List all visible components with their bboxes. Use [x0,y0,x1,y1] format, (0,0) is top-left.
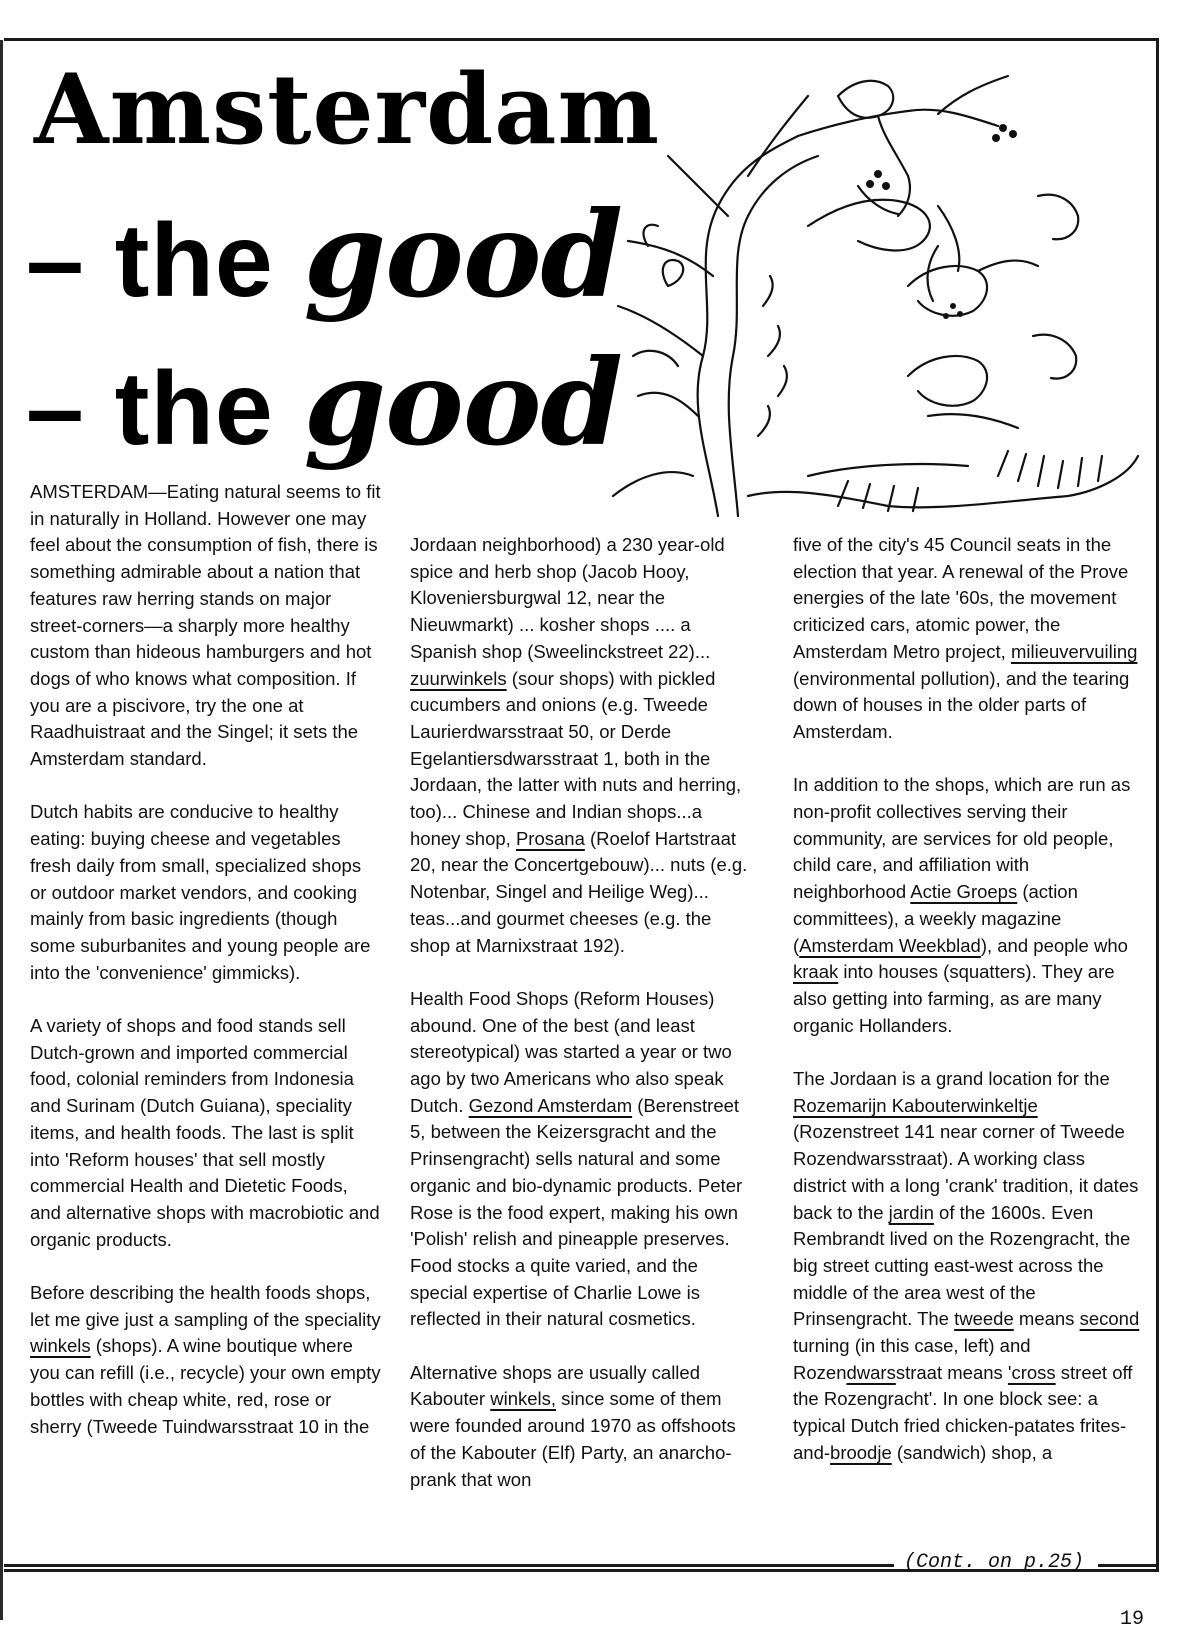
text-run: Health Food Shops (Reform Houses) abound. One of the best (and least stereotypical) was started a year or two ago by two Americans who also speak Dutch. [410,987,732,1116]
bottom-rule [4,1564,894,1567]
paragraph: A variety of shops and food stands sell Dutch-grown and imported commercial food, colonial reminders from Indonesia and Surinam (Dutch Guiana), speciality items, and health foods. The last is split into 'Reform houses' that sell mostly commercial Health and Dietetic Foods, and alternative shops with macrobiotic and organic products. [30,1015,380,1250]
headline-prefix: – the [26,351,274,467]
paragraph [793,772,1143,1039]
text-run: (environmental pollution), and the tearing down of houses in the older parts of Amsterdam. [793,667,1130,742]
text-run: since some of them were founded around 1970 as offshoots of the Kabouter (Elf) Party, an anarcho-prank that won [410,1388,736,1490]
tree-children-illustration [608,56,1140,526]
text-run: ), and people who [980,934,1128,956]
paragraph [410,986,755,1333]
text-run: turning (in this case, left) and Rozen [793,1335,1031,1383]
underlined-term: dwars [846,1361,896,1383]
paragraph [793,1066,1143,1467]
headline-good-word: good [303,333,623,472]
paragraph: AMSTERDAM—Eating natural seems to fit in naturally in Holland. However one may feel about the consumption of fish, there is something admirable about a nation that features raw herring stands on major street-corners—a sharply more healthy custom than hideous hamburgers and hot dogs of who knows what composition. If you are a piscivore, try the one at Raadhuistraat and the Singel; it sets the Amsterdam standard. [30,481,381,770]
article-column-2 [410,532,755,1493]
headline-amsterdam: Amsterdam [34,53,661,166]
headline-prefix: – the [26,203,274,319]
underlined-term: zuurwinkels [410,667,507,689]
page-number: 19 [1120,1608,1145,1631]
underlined-term: Rozemarijn Kabouterwinkeltje [793,1094,1038,1116]
text-run: of the 1600s. Even Rembrandt lived on the Rozengracht, the big street cutting east-west across the middle of the area west of the Prinsengracht. The [793,1201,1131,1330]
underlined-term: second [1079,1308,1140,1330]
text-run: street off the Rozengracht'. In one block see: a typical Dutch fried chicken-patates frites-and- [793,1361,1133,1463]
text-run: (shops). A wine boutique where you can refill (i.e., recycle) your own empty bottles with cheap white, red, rose or sherry (Tweede Tuindwarsstraat 10 in the [30,1335,381,1437]
paragraph: Dutch habits are conducive to healthy eating: buying cheese and vegetables fresh daily from small, specialized shops or outdoor market vendors, and cooking mainly from basic ingredients (though some suburbanites and young people are into the 'convenience' gimmicks). [30,801,371,983]
paragraph [30,1280,382,1440]
headline-the-good-1 [26,185,623,324]
text-run: Alternative shops are usually called Kabouter [410,1361,700,1410]
underlined-term: Gezond Amsterdam [468,1094,633,1116]
underlined-term: jardin [888,1201,934,1223]
text-run: Before describing the health foods shops, let me give just a sampling of the speciality [30,1282,381,1330]
text-run: straat means [895,1361,1008,1383]
text-run: into houses (squatters). They are also getting into farming, as are many organic Hollanders. [793,961,1115,1036]
underlined-term: Prosana [515,827,585,849]
paragraph [793,532,1143,746]
underlined-term: winkels [30,1335,91,1357]
underlined-term: 'cross [1007,1361,1056,1383]
text-run: (sour shops) with pickled cucumbers and onions (e.g. Tweede Laurierdwarsstraat 50, or Derde Egelantiersdwarsstraat 1, both in the Jordaan, the latter with nuts and herring, too)... Chinese and Indian shops...a honey shop, [410,667,742,849]
underlined-term: milieuvervuiling [1010,640,1138,662]
text-run: Jordaan neighborhood) a 230 year-old spice and herb shop (Jacob Hooy, Kloveniersburgwal 12, near the Nieuwmarkt) ... kosher shops .... a Spanish shop (Sweelinckstreet 22)... [410,534,725,662]
text-run: means [1013,1308,1080,1330]
article-column-3 [793,532,1143,1467]
underlined-term: kraak [793,961,839,983]
text-run: (Rozenstreet 141 near corner of Tweede Rozendwarsstraat). A working class district with a long 'crank' tradition, it dates back to the [793,1121,1139,1223]
text-run: (sandwich) shop, a [891,1441,1053,1463]
article-column-1 [30,479,382,1440]
text-run: (action committees), a weekly magazine ( [793,881,1078,956]
headline-good-word: good [303,185,623,324]
paragraph [410,532,755,959]
underlined-term: winkels, [490,1388,557,1410]
underlined-term: Actie Groeps [910,881,1018,903]
bottom-rule [1098,1564,1156,1567]
text-run: In addition to the shops, which are run as non-profit collectives serving their community, are services for old people, child care, and affiliation with neighborhood [793,774,1131,903]
text-run: (Roelof Hartstraat 20, near the Concertgebouw)... nuts (e.g. Notenbar, Singel and Heilige Weg)... teas...and gourmet cheeses (e.g. the shop at Marnixstraat 192). [410,827,748,956]
underlined-term: broodje [830,1441,892,1463]
text-run: The Jordaan is a grand location for the [793,1068,1110,1090]
headline-the-good-2 [26,333,623,472]
underlined-term: Amsterdam Weekblad [799,934,981,956]
continuation-note: (Cont. on p.25) [904,1551,1085,1574]
text-run: (Berenstreet 5, between the Keizersgracht and the Prinsengracht) sells natural and some organic and bio-dynamic products. Peter Rose is the food expert, making his own 'Polish' relish and pineapple preserves. Food stocks a quite varied, and the special expertise of Charlie Lowe is reflected in their natural cosmetics. [410,1094,743,1330]
underlined-term: tweede [954,1308,1014,1330]
paragraph [410,1360,755,1494]
text-run: five of the city's 45 Council seats in the election that year. A renewal of the Prove energies of the late '60s, the movement criticized cars, atomic power, the Amsterdam Metro project, [793,534,1129,662]
page-binding-edge [0,40,3,1620]
